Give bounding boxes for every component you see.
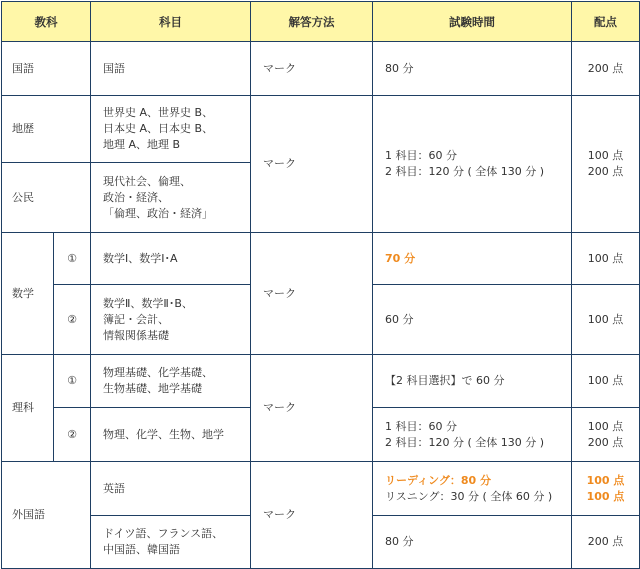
ten-kokugo: 200 点 bbox=[572, 42, 640, 96]
hoho-kokugo: マーク bbox=[251, 42, 373, 96]
time-sugaku-1: 70 分 bbox=[373, 233, 572, 285]
kyoka-kokugo: 国語 bbox=[2, 42, 91, 96]
kamoku-rika-1-line: 生物基礎、地学基礎 bbox=[103, 382, 202, 395]
exam-table-wrapper bbox=[1, 1, 640, 569]
kamoku-sugaku-2-line: 情報関係基礎 bbox=[103, 328, 169, 342]
time-line: 2 科目：120 分 ( 全体 130 分 ) bbox=[385, 165, 545, 178]
kamoku-gaikokugo-other bbox=[91, 516, 251, 569]
row-rika-1 bbox=[2, 355, 640, 408]
kyoka-chireki: 地歴 bbox=[2, 96, 91, 163]
ten-line: 200 点 bbox=[587, 165, 624, 178]
kamoku-komin-line: 政治・経済、 bbox=[103, 190, 169, 204]
kamoku-sugaku-2-line: 簿記・会計、 bbox=[103, 312, 169, 326]
kyoka-rika: 理科 bbox=[2, 355, 54, 462]
exam-schedule-table bbox=[1, 1, 640, 569]
kyoka-komin: 公民 bbox=[2, 163, 91, 233]
kamoku-sugaku-2-line: 数学Ⅱ、数学Ⅱ･B、 bbox=[103, 296, 193, 310]
time-line: 1 科目：60 分 bbox=[385, 419, 457, 433]
kamoku-sugaku-2 bbox=[91, 285, 251, 355]
kamoku-sugaku-1: 数学Ⅰ、数学Ⅰ･A bbox=[91, 233, 251, 285]
kamoku-kokugo: 国語 bbox=[91, 42, 251, 96]
header-jikan: 試験時間 bbox=[373, 2, 572, 42]
kamoku-chireki bbox=[91, 96, 251, 163]
kamoku-komin-line: 「倫理、政治・経済」 bbox=[103, 206, 213, 220]
row-chireki bbox=[2, 96, 640, 163]
sub-rika-2: ② bbox=[54, 408, 91, 462]
header-haiten: 配点 bbox=[572, 2, 640, 42]
ten-line: 100 点 bbox=[586, 473, 625, 487]
row-gaikokugo-eigo bbox=[2, 462, 640, 516]
time-rika-2 bbox=[373, 408, 572, 462]
ten-sugaku-1: 100 点 bbox=[572, 233, 640, 285]
ten-sugaku-2: 100 点 bbox=[572, 285, 640, 355]
ten-chireki-komin bbox=[572, 96, 640, 233]
sub-rika-1: ① bbox=[54, 355, 91, 408]
time-line: 1 科目：60 分 bbox=[385, 149, 457, 162]
ten-gaikokugo-other: 200 点 bbox=[572, 516, 640, 569]
header-row bbox=[2, 2, 640, 42]
header-kamoku: 科目 bbox=[91, 2, 251, 42]
time-rika-1: 【2 科目選択】で 60 分 bbox=[373, 355, 572, 408]
header-hoho: 解答方法 bbox=[251, 2, 373, 42]
row-kokugo bbox=[2, 42, 640, 96]
ten-line: 100 点 bbox=[586, 489, 625, 503]
kamoku-rika-1-line: 物理基礎、化学基礎、 bbox=[103, 366, 213, 379]
ten-line: 100 点 bbox=[587, 149, 624, 162]
kamoku-rika-2: 物理、化学、生物、地学 bbox=[91, 408, 251, 462]
ten-eigo bbox=[572, 462, 640, 516]
time-gaikokugo-other: 80 分 bbox=[373, 516, 572, 569]
hoho-gaikokugo: マーク bbox=[251, 462, 373, 569]
row-sugaku-1 bbox=[2, 233, 640, 285]
hoho-chireki-komin: マーク bbox=[251, 96, 373, 233]
kamoku-komin-line: 現代社会、倫理、 bbox=[103, 174, 191, 188]
kamoku-other-line: 中国語、韓国語 bbox=[103, 543, 180, 556]
kamoku-eigo: 英語 bbox=[91, 462, 251, 516]
kamoku-chireki-line: 世界史 A、世界史 B、 bbox=[103, 106, 214, 119]
sub-sugaku-1: ① bbox=[54, 233, 91, 285]
kyoka-sugaku: 数学 bbox=[2, 233, 54, 355]
hoho-rika: マーク bbox=[251, 355, 373, 462]
kamoku-chireki-line: 日本史 A、日本史 B、 bbox=[103, 122, 214, 135]
kamoku-chireki-line: 地理 A、地理 B bbox=[103, 138, 181, 151]
kamoku-other-line: ドイツ語、フランス語、 bbox=[103, 527, 224, 540]
ten-line: 100 点 bbox=[587, 419, 624, 433]
time-listening: リスニング：30 分 ( 全体 60 分 ) bbox=[385, 489, 553, 503]
kyoka-gaikokugo: 外国語 bbox=[2, 462, 91, 569]
time-eigo bbox=[373, 462, 572, 516]
ten-rika-1: 100 点 bbox=[572, 355, 640, 408]
kamoku-komin bbox=[91, 163, 251, 233]
ten-rika-2 bbox=[572, 408, 640, 462]
hoho-sugaku: マーク bbox=[251, 233, 373, 355]
sub-sugaku-2: ② bbox=[54, 285, 91, 355]
ten-line: 200 点 bbox=[587, 435, 624, 449]
time-kokugo: 80 分 bbox=[373, 42, 572, 96]
kamoku-rika-1 bbox=[91, 355, 251, 408]
time-chireki-komin bbox=[373, 96, 572, 233]
header-kyoka: 教科 bbox=[2, 2, 91, 42]
time-reading: リーディング：80 分 bbox=[385, 473, 492, 487]
time-line: 2 科目：120 分 ( 全体 130 分 ) bbox=[385, 435, 545, 449]
time-sugaku-2: 60 分 bbox=[373, 285, 572, 355]
